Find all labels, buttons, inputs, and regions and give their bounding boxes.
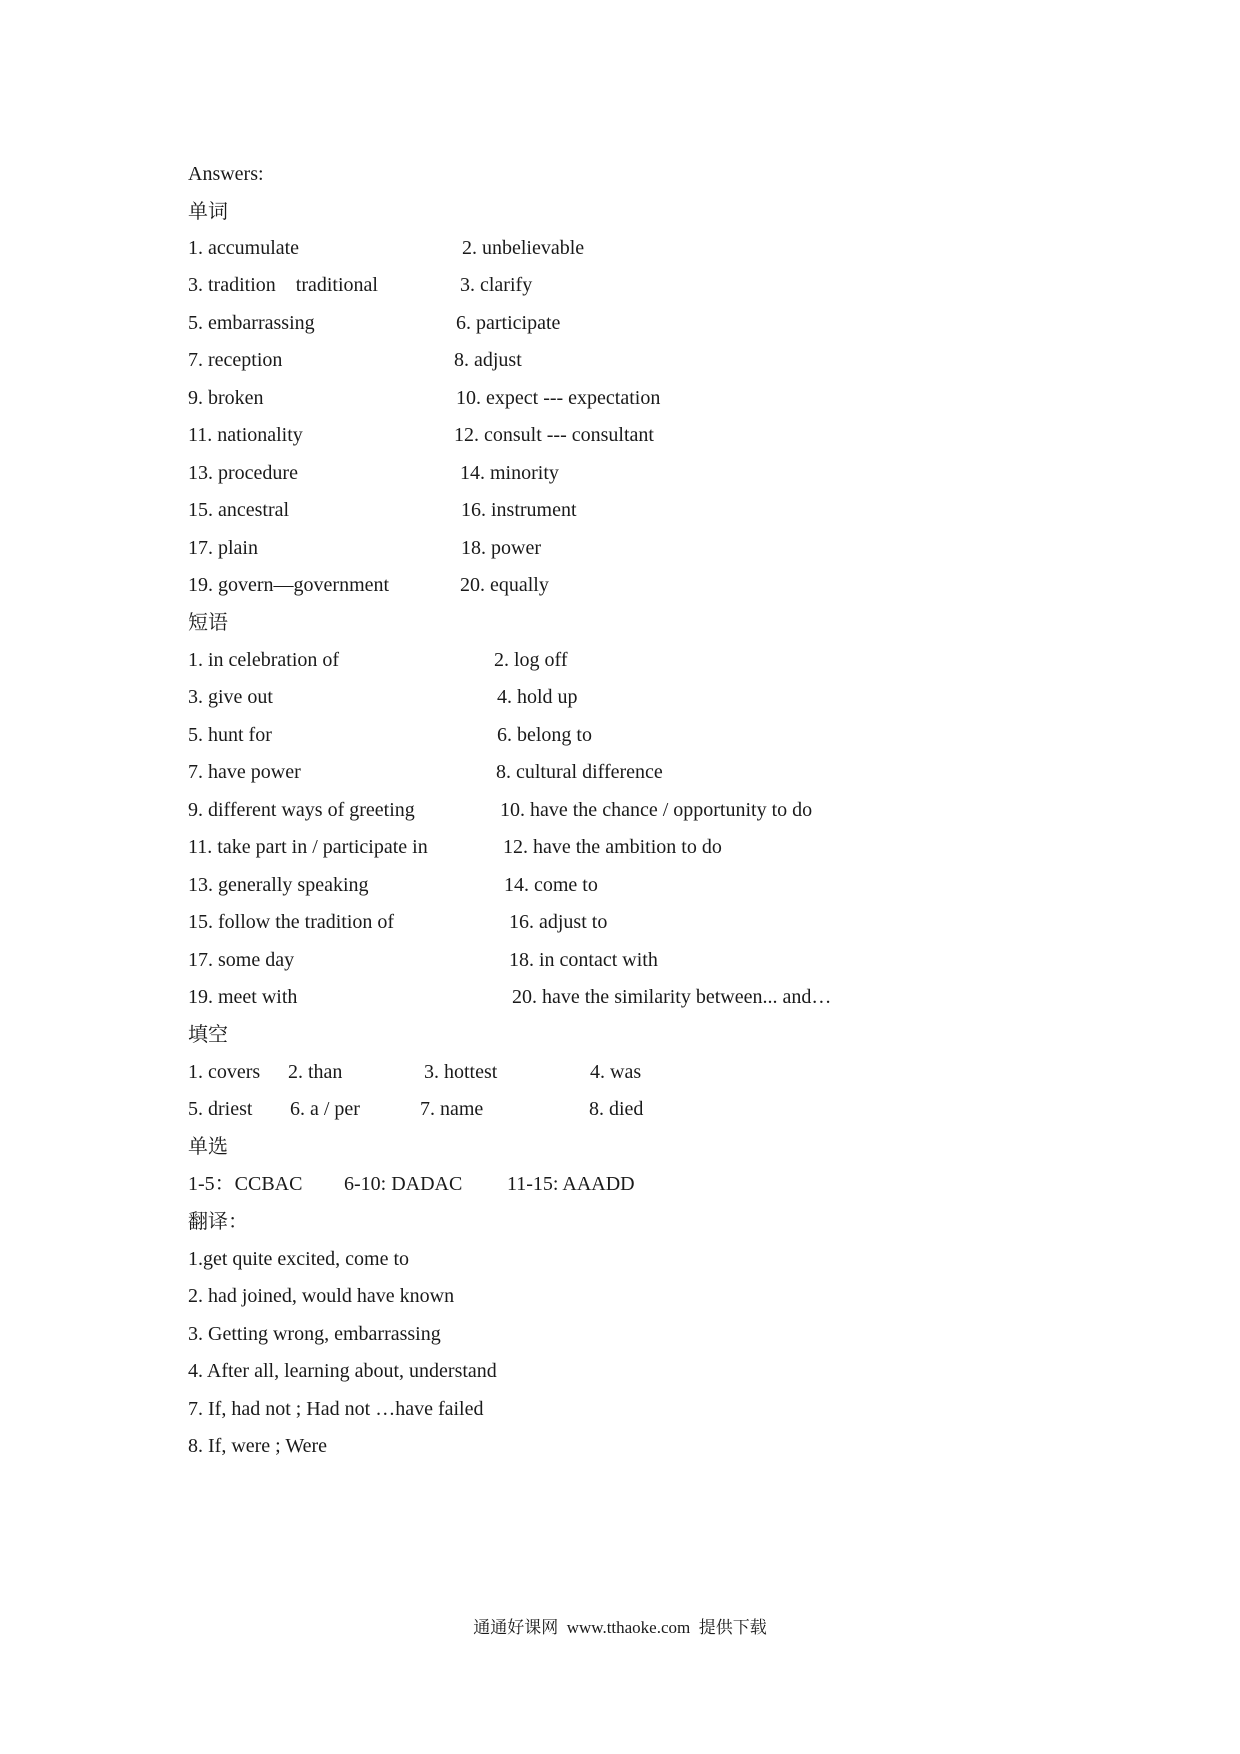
- vocab-section-title: 单词: [188, 199, 228, 223]
- vocab-row: [188, 423, 654, 447]
- vocab-answer: 18. power: [461, 537, 541, 559]
- phrase-row: [188, 648, 568, 672]
- phrase-answer: 18. in contact with: [509, 949, 658, 971]
- choice-row: [188, 1172, 635, 1196]
- vocab-row: [188, 536, 541, 560]
- fill-row: [188, 1097, 644, 1121]
- phrase-answer: 16. adjust to: [509, 911, 608, 933]
- vocab-answer: 19. govern—government: [188, 574, 390, 596]
- phrase-answer: 8. cultural difference: [496, 761, 663, 783]
- fill-row: [188, 1060, 642, 1084]
- phrase-answer: 17. some day: [188, 949, 295, 971]
- vocab-answer: 14. minority: [460, 462, 559, 484]
- translation-line: 7. If, had not ; Had not …have failed: [188, 1398, 484, 1420]
- vocab-answer: 6. participate: [456, 312, 561, 334]
- phrase-row: [188, 985, 832, 1009]
- phrase-answer: 10. have the chance / opportunity to do: [500, 799, 813, 821]
- phrase-answer: 12. have the ambition to do: [503, 836, 722, 858]
- vocab-row: [188, 273, 533, 297]
- phrase-row: [188, 910, 608, 934]
- vocab-row: [188, 236, 585, 260]
- vocab-answer: 10. expect --- expectation: [456, 387, 661, 409]
- fill-answer: 3. hottest: [424, 1061, 498, 1083]
- phrase-answer: 11. take part in / participate in: [188, 836, 428, 858]
- page-footer: 通通好课网 www.tthaoke.com 提供下载: [473, 1618, 767, 1637]
- phrase-answer: 13. generally speaking: [188, 874, 369, 896]
- vocab-answer: 16. instrument: [461, 499, 577, 521]
- phrase-row: [188, 873, 598, 897]
- fill-section-title: 填空: [188, 1022, 228, 1046]
- vocab-answer: 13. procedure: [188, 462, 298, 484]
- phrase-answer: 15. follow the tradition of: [188, 911, 395, 933]
- fill-answer: 7. name: [420, 1098, 484, 1120]
- translation-line: 2. had joined, would have known: [188, 1285, 455, 1307]
- translation-line: 1.get quite excited, come to: [188, 1248, 410, 1270]
- vocab-row: [188, 498, 577, 522]
- vocab-row: [188, 386, 661, 410]
- fill-answer: 1. covers: [188, 1061, 261, 1083]
- phrase-answer: 19. meet with: [188, 986, 298, 1008]
- vocab-answer: 20. equally: [460, 574, 549, 596]
- phrase-row: [188, 835, 722, 859]
- vocab-answer: 12. consult --- consultant: [454, 424, 654, 446]
- vocab-answer: 3. clarify: [460, 274, 533, 296]
- phrase-row: [188, 948, 658, 972]
- translation-section-title: 翻译：: [188, 1209, 248, 1233]
- vocab-answer: 11. nationality: [188, 424, 303, 446]
- fill-answer: 4. was: [590, 1061, 642, 1083]
- translation-line: 4. After all, learning about, understand: [188, 1360, 497, 1382]
- phrase-row: [188, 760, 663, 784]
- fill-answer: 8. died: [589, 1098, 644, 1120]
- phrase-answer: 3. give out: [188, 686, 273, 708]
- phrase-answer: 14. come to: [504, 874, 598, 896]
- phrase-answer: 20. have the similarity between... and…: [512, 986, 832, 1008]
- vocab-answer: 17. plain: [188, 537, 258, 559]
- phrase-row: [188, 723, 592, 747]
- vocab-row: [188, 461, 559, 485]
- translation-line: 3. Getting wrong, embarrassing: [188, 1323, 441, 1345]
- vocab-answer: 15. ancestral: [188, 499, 290, 521]
- vocab-row: [188, 311, 561, 335]
- fill-answer: 6. a / per: [290, 1098, 360, 1120]
- vocab-answer: 7. reception: [188, 349, 283, 371]
- translation-line: 8. If, were ; Were: [188, 1435, 328, 1457]
- vocab-answer: 5. embarrassing: [188, 312, 315, 334]
- phrase-row: [188, 798, 813, 822]
- vocab-answer: 8. adjust: [454, 349, 522, 371]
- vocab-answer: 1. accumulate: [188, 237, 300, 259]
- fill-answer: 2. than: [288, 1061, 343, 1083]
- vocab-row: [188, 573, 549, 597]
- phrase-answer: 7. have power: [188, 761, 301, 783]
- phrase-answer: 2. log off: [494, 649, 568, 671]
- phrases-section-title: 短语: [188, 610, 228, 634]
- vocab-answer: 3. tradition traditional: [188, 274, 378, 296]
- phrase-answer: 6. belong to: [497, 724, 592, 746]
- choice-section-title: 单选: [188, 1134, 228, 1158]
- choice-answer-group: 6-10: DADAC: [344, 1173, 463, 1195]
- phrase-answer: 1. in celebration of: [188, 649, 340, 671]
- phrase-answer: 4. hold up: [497, 686, 578, 708]
- answers-heading: Answers:: [188, 163, 264, 185]
- phrase-row: [188, 685, 578, 709]
- vocab-answer: 9. broken: [188, 387, 264, 409]
- vocab-answer: 2. unbelievable: [462, 237, 585, 259]
- choice-answer-group: 1-5：CCBAC: [188, 1173, 303, 1195]
- phrase-answer: 5. hunt for: [188, 724, 272, 746]
- vocab-row: [188, 348, 522, 372]
- choice-answer-group: 11-15: AAADD: [507, 1173, 635, 1195]
- fill-answer: 5. driest: [188, 1098, 253, 1120]
- phrase-answer: 9. different ways of greeting: [188, 799, 415, 821]
